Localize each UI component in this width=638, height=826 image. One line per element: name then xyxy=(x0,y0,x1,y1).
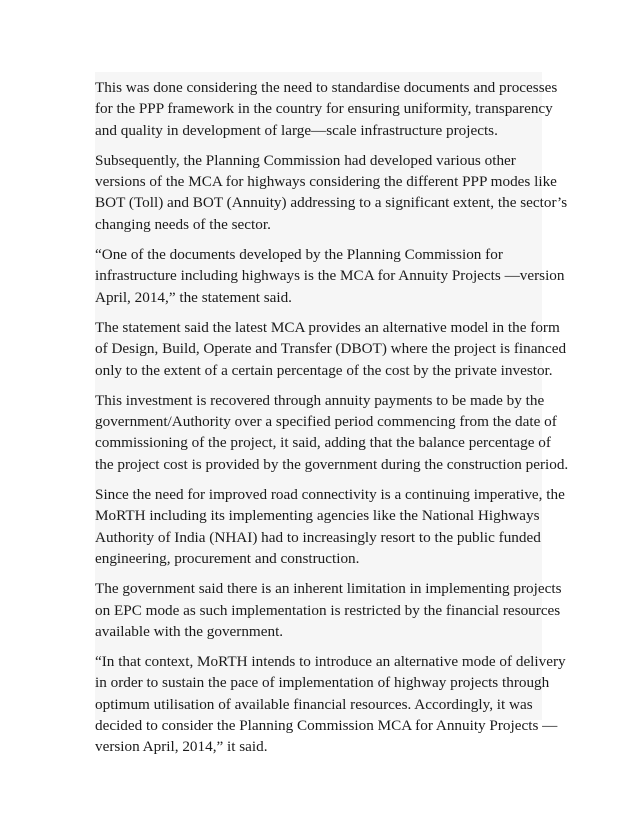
paragraph-8 xyxy=(95,651,566,757)
paragraph-3 xyxy=(95,244,565,308)
text-line: infrastructure including highways is the MCA for Annuity Projects —version xyxy=(95,267,565,285)
text-line: in order to sustain the pace of implementation of highway projects through xyxy=(95,674,550,692)
paragraph-6 xyxy=(95,484,565,569)
paragraph-7 xyxy=(95,578,562,642)
text-line: This investment is recovered through annuity payments to be made by the xyxy=(95,391,545,409)
text-line: only to the extent of a certain percentage of the cost by the private investor. xyxy=(95,361,553,379)
text-line: available with the government. xyxy=(95,622,284,640)
text-line: BOT (Toll) and BOT (Annuity) addressing to a significant extent, the sector’s xyxy=(95,194,568,212)
text-line: Authority of India (NHAI) had to increasingly resort to the public funded xyxy=(95,528,541,546)
text-line: changing needs of the sector. xyxy=(95,215,271,233)
text-line: and quality in development of large—scale infrastructure projects. xyxy=(95,121,498,139)
text-line: The government said there is an inherent limitation in implementing projects xyxy=(95,580,562,598)
text-line: the project cost is provided by the government during the construction period. xyxy=(95,455,569,473)
text-line: commissioning of the project, it said, adding that the balance percentage of xyxy=(95,434,551,452)
text-line: Since the need for improved road connectivity is a continuing imperative, the xyxy=(95,486,565,504)
text-line: April, 2014,” the statement said. xyxy=(95,288,292,306)
text-line: on EPC mode as such implementation is restricted by the financial resources xyxy=(95,601,561,619)
text-line: The statement said the latest MCA provides an alternative model in the form xyxy=(95,318,560,336)
text-line: “One of the documents developed by the Planning Commission for xyxy=(95,246,503,264)
paragraph-4 xyxy=(95,317,567,381)
text-line: for the PPP framework in the country for ensuring uniformity, transparency xyxy=(95,100,553,118)
text-line: government/Authority over a specified period commencing from the date of xyxy=(95,413,557,431)
text-line: MoRTH including its implementing agencies like the National Highways xyxy=(95,507,540,525)
text-line: decided to consider the Planning Commission MCA for Annuity Projects — xyxy=(95,717,558,735)
text-line: of Design, Build, Operate and Transfer (DBOT) where the project is financed xyxy=(95,340,567,358)
paragraph-1 xyxy=(95,77,558,141)
text-line: “In that context, MoRTH intends to introduce an alternative mode of delivery xyxy=(95,653,566,671)
text-line: engineering, procurement and construction. xyxy=(95,549,360,567)
text-line: Subsequently, the Planning Commission had developed various other xyxy=(95,151,516,169)
article-text-block xyxy=(95,72,569,756)
paragraph-2 xyxy=(95,150,568,235)
text-line: optimum utilisation of available financial resources. Accordingly, it was xyxy=(95,695,533,713)
paragraph-5 xyxy=(95,390,569,475)
text-line: version April, 2014,” it said. xyxy=(95,738,268,756)
text-line: This was done considering the need to standardise documents and processes xyxy=(95,79,558,96)
text-line: versions of the MCA for highways considering the different PPP modes like xyxy=(95,173,557,191)
